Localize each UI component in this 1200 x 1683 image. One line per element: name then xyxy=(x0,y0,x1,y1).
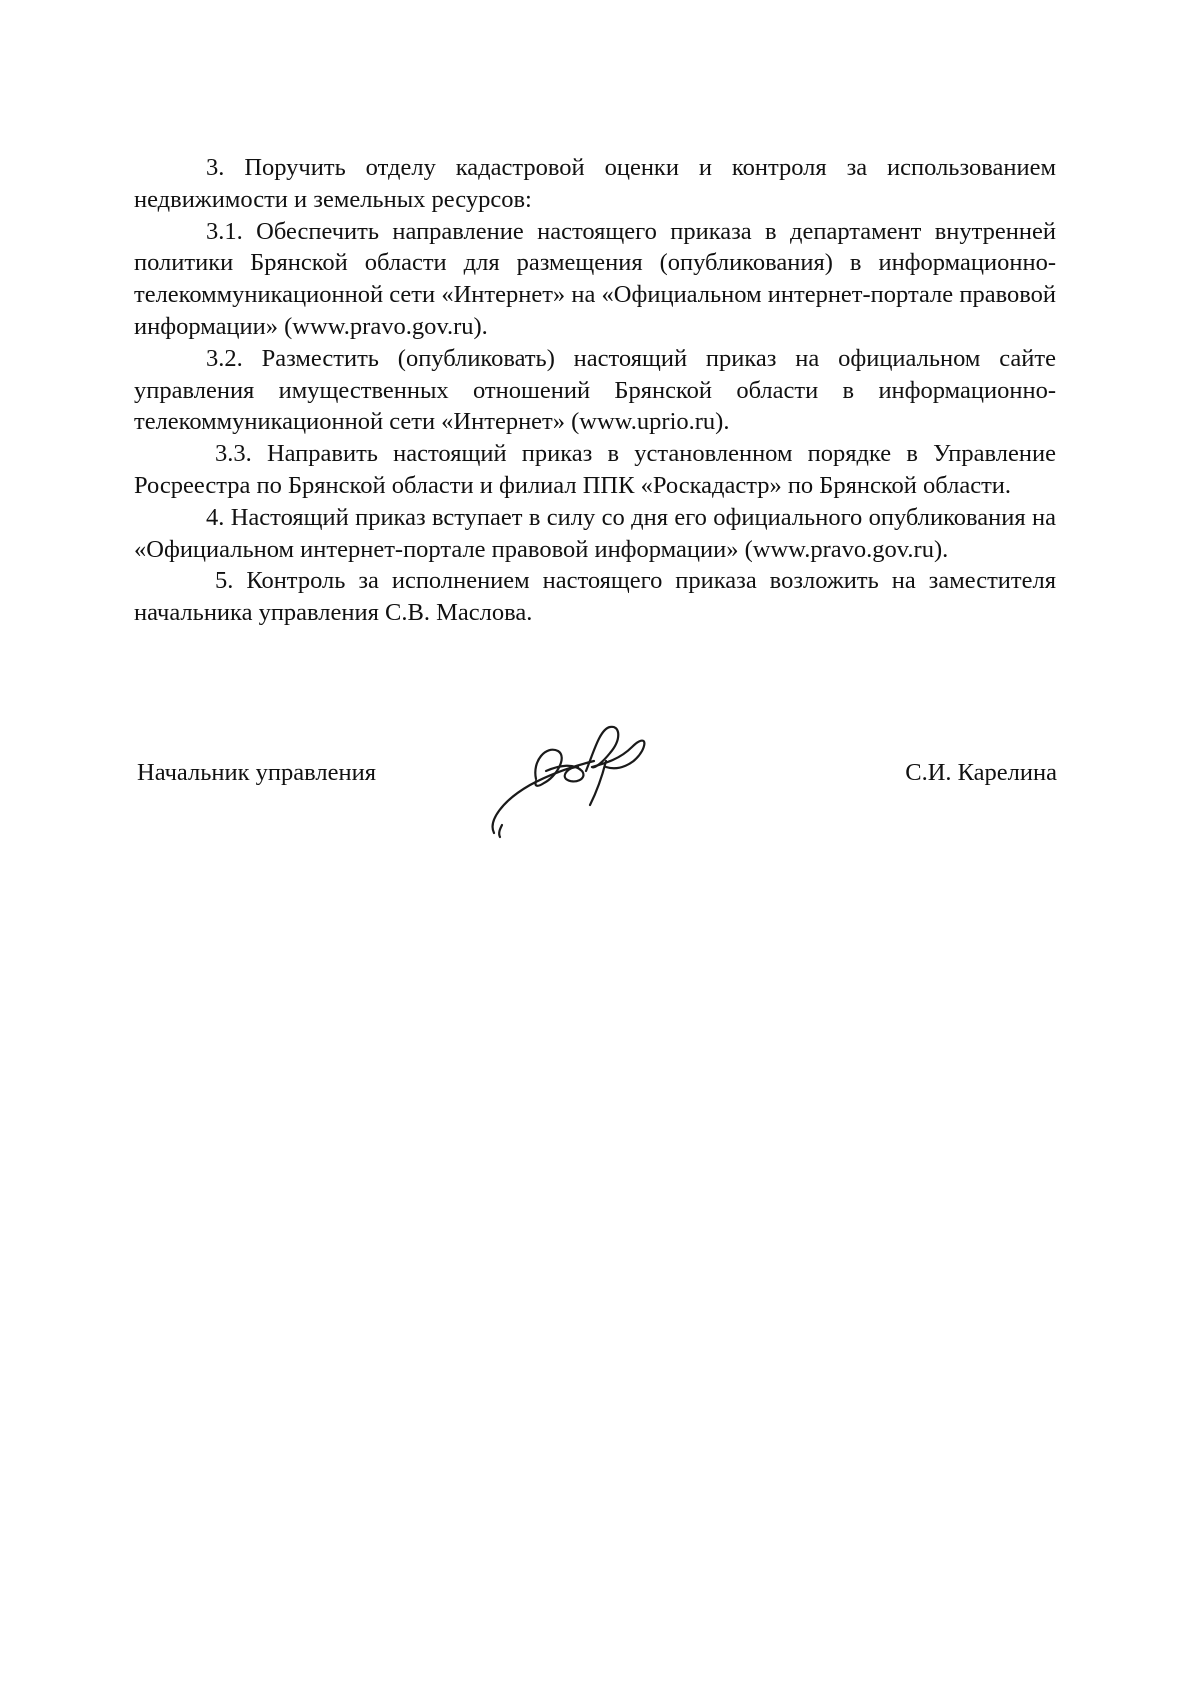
handwritten-signature-icon xyxy=(482,721,672,841)
paragraph-3-3: 3.3. Направить настоящий приказ в установленном порядке в Управление Росреестра по Брянской области и филиал ППК «Роскадастр» по Брянской области. xyxy=(134,440,1056,499)
signer-position: Начальник управления xyxy=(137,759,376,786)
paragraph-5: 5. Контроль за исполнением настоящего приказа возложить на заместителя начальника управления С.В. Маслова. xyxy=(134,567,1056,627)
signature-block xyxy=(137,745,1057,865)
document-body xyxy=(134,152,1056,629)
signer-name: С.И. Карелина xyxy=(905,759,1057,786)
paragraph-3: 3. Поручить отделу кадастровой оценки и контроля за использованием недвижимости и земельных ресурсов: xyxy=(134,154,1056,213)
paragraph-3-1: 3.1. Обеспечить направление настоящего приказа в департамент внутренней политики Брянской области для размещения (опубликования) в информационно-телекоммуникационной сети «Интернет» на «Официальном интернет-портале правовой информации» (www.pravo.gov.ru). xyxy=(134,217,1056,340)
paragraph-4: 4. Настоящий приказ вступает в силу со дня его официального опубликования на «Официальном интернет-портале правовой информации» (www.pravo.gov.ru). xyxy=(134,503,1056,563)
paragraph-3-2: 3.2. Разместить (опубликовать) настоящий приказ на официальном сайте управления имущественных отношений Брянской области в информационно-телекоммуникационной сети «Интернет» (www.uprio.ru). xyxy=(134,344,1056,436)
